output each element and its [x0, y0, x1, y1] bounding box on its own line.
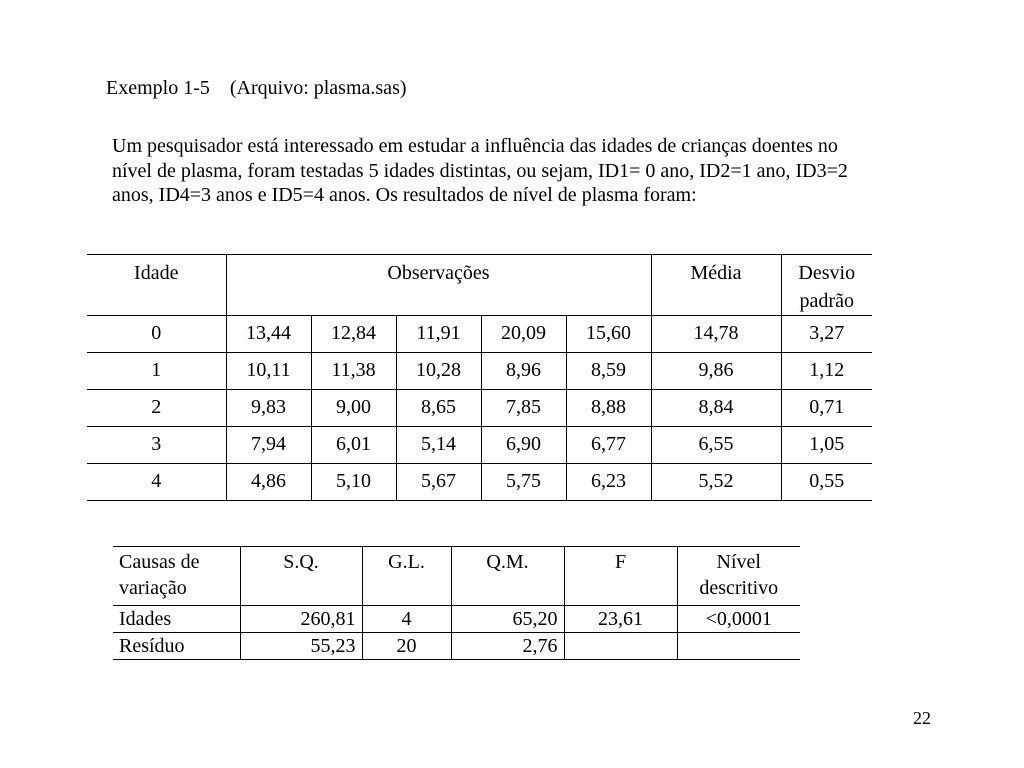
header-sd: Desvio padrão — [781, 255, 872, 316]
table-row — [87, 353, 872, 390]
anova-table — [113, 546, 800, 660]
obs-cell: 9,00 — [311, 390, 396, 427]
table-row — [87, 390, 872, 427]
age-cell: 2 — [87, 390, 226, 427]
table-row — [87, 427, 872, 464]
obs-cell: 8,96 — [481, 353, 566, 390]
obs-cell: 11,91 — [396, 316, 481, 353]
page-number: 22 — [913, 708, 931, 728]
header-observations: Observações — [226, 255, 651, 316]
example-label: Exemplo 1-5 — [106, 77, 210, 99]
sd-cell: 3,27 — [781, 316, 872, 353]
obs-cell: 4,86 — [226, 464, 311, 501]
obs-cell: 5,14 — [396, 427, 481, 464]
sd-cell: 0,71 — [781, 390, 872, 427]
obs-cell: 5,67 — [396, 464, 481, 501]
example-heading — [106, 76, 407, 100]
f-cell: 23,61 — [564, 606, 677, 633]
obs-cell: 5,75 — [481, 464, 566, 501]
gl-cell: 20 — [362, 633, 451, 660]
mean-cell: 14,78 — [651, 316, 781, 353]
file-reference: (Arquivo: plasma.sas) — [229, 77, 407, 99]
table-row — [113, 606, 800, 633]
qm-cell: 65,20 — [451, 606, 564, 633]
gl-cell: 4 — [362, 606, 451, 633]
obs-cell: 9,83 — [226, 390, 311, 427]
obs-cell: 12,84 — [311, 316, 396, 353]
age-cell: 0 — [87, 316, 226, 353]
sq-cell: 260,81 — [240, 606, 362, 633]
source-cell: Idades — [113, 606, 240, 633]
anova-header-row — [113, 547, 800, 606]
header-age: Idade — [87, 255, 226, 316]
obs-cell: 8,59 — [566, 353, 651, 390]
obs-cell: 10,11 — [226, 353, 311, 390]
p-value-cell: <0,0001 — [677, 606, 800, 633]
obs-cell: 6,77 — [566, 427, 651, 464]
mean-cell: 8,84 — [651, 390, 781, 427]
table-row — [87, 316, 872, 353]
observations-header-row — [87, 255, 872, 316]
obs-cell: 10,28 — [396, 353, 481, 390]
sq-cell: 55,23 — [240, 633, 362, 660]
sd-cell: 0,55 — [781, 464, 872, 501]
sd-cell: 1,12 — [781, 353, 872, 390]
observations-table — [87, 254, 872, 501]
age-cell: 4 — [87, 464, 226, 501]
obs-cell: 6,01 — [311, 427, 396, 464]
obs-cell: 11,38 — [311, 353, 396, 390]
obs-cell: 13,44 — [226, 316, 311, 353]
obs-cell: 7,94 — [226, 427, 311, 464]
mean-cell: 6,55 — [651, 427, 781, 464]
header-source: Causas de variação — [113, 547, 240, 606]
age-cell: 3 — [87, 427, 226, 464]
table-row — [113, 633, 800, 660]
f-cell — [564, 633, 677, 660]
obs-cell: 6,90 — [481, 427, 566, 464]
p-value-cell — [677, 633, 800, 660]
obs-cell: 8,65 — [396, 390, 481, 427]
intro-paragraph: Um pesquisador está interessado em estudar a influência das idades de crianças doentes no nível de plasma, foram testadas 5 idades distintas, ou sejam, ID1= 0 ano, ID2=1 ano, ID3=2 anos, ID4=3 anos e ID5=4 anos. Os resultados de nível de plasma foram: — [112, 135, 848, 206]
obs-cell: 20,09 — [481, 316, 566, 353]
header-qm: Q.M. — [451, 547, 564, 606]
mean-cell: 5,52 — [651, 464, 781, 501]
obs-cell: 5,10 — [311, 464, 396, 501]
table-row — [87, 464, 872, 501]
sd-cell: 1,05 — [781, 427, 872, 464]
header-mean: Média — [651, 255, 781, 316]
obs-cell: 7,85 — [481, 390, 566, 427]
age-cell: 1 — [87, 353, 226, 390]
header-gl: G.L. — [362, 547, 451, 606]
header-f: F — [564, 547, 677, 606]
obs-cell: 8,88 — [566, 390, 651, 427]
source-cell: Resíduo — [113, 633, 240, 660]
obs-cell: 6,23 — [566, 464, 651, 501]
obs-cell: 15,60 — [566, 316, 651, 353]
header-p-value: Nível descritivo — [677, 547, 800, 606]
qm-cell: 2,76 — [451, 633, 564, 660]
header-sq: S.Q. — [240, 547, 362, 606]
mean-cell: 9,86 — [651, 353, 781, 390]
